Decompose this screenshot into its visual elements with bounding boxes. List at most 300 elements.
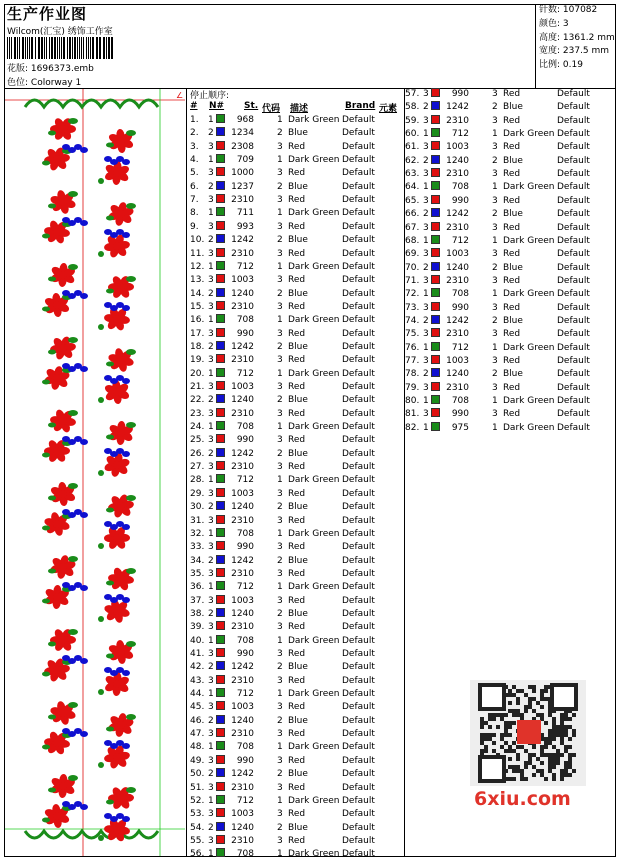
qr-module — [512, 777, 516, 781]
qr-module — [564, 733, 568, 737]
color-swatch — [216, 114, 225, 123]
barcode-bar — [90, 37, 91, 59]
row-description: Blue — [503, 102, 523, 113]
sequence-row — [190, 394, 402, 407]
qr-module — [508, 689, 512, 693]
qr-module — [568, 737, 572, 741]
row-needle: 2 — [208, 769, 214, 780]
row-code: 1 — [277, 115, 283, 125]
green-leaf — [106, 435, 114, 440]
row-stitches: 1000 — [231, 168, 254, 179]
row-needle: 2 — [423, 369, 429, 380]
row-brand: Default — [342, 649, 375, 659]
qr-module — [480, 721, 484, 725]
row-needle: 3 — [208, 168, 214, 179]
sequence-row — [190, 568, 402, 581]
row-brand: Default — [342, 595, 375, 606]
row-brand: Default — [342, 221, 375, 232]
sequence-row — [190, 234, 402, 247]
green-bud — [98, 543, 104, 549]
row-code: 3 — [277, 488, 283, 499]
qr-module — [500, 737, 504, 741]
row-needle: 2 — [423, 209, 429, 220]
row-needle: 3 — [423, 195, 429, 206]
row-brand: Default — [342, 555, 375, 566]
row-brand: Default — [342, 208, 375, 219]
row-needle: 3 — [208, 568, 214, 579]
qr-module — [508, 733, 512, 737]
qr-module — [500, 717, 504, 721]
qr-module — [544, 753, 548, 757]
row-description: Dark Green — [288, 849, 340, 860]
row-brand: Default — [557, 142, 590, 153]
red-flower-center — [113, 169, 121, 177]
red-flower-center — [117, 575, 125, 583]
row-stitches: 711 — [236, 208, 254, 219]
color-swatch — [216, 261, 225, 270]
row-needle: 2 — [208, 715, 214, 726]
row-description: Dark Green — [288, 795, 340, 806]
row-code: 1 — [277, 795, 283, 806]
row-code: 2 — [492, 315, 498, 326]
row-needle: 3 — [208, 835, 214, 846]
row-code: 1 — [277, 315, 283, 326]
qr-module — [496, 725, 500, 729]
row-code: 1 — [492, 235, 498, 246]
row-description: Red — [503, 115, 521, 126]
barcode-bar — [88, 37, 89, 59]
row-index: 32. — [190, 528, 205, 539]
design-width: 宽度: 237.5 mm — [539, 46, 610, 57]
qr-module — [512, 693, 516, 697]
row-description: Red — [288, 595, 306, 606]
sequence-row — [405, 368, 617, 381]
green-leaf — [42, 818, 50, 823]
row-brand: Default — [342, 288, 375, 299]
row-stitches: 1242 — [231, 555, 254, 566]
row-brand: Default — [342, 408, 375, 419]
row-needle: 3 — [208, 542, 214, 553]
row-index: 8. — [190, 208, 199, 219]
qr-module — [508, 765, 512, 769]
row-brand: Default — [557, 329, 590, 340]
color-swatch — [216, 461, 225, 470]
sequence-row — [190, 728, 402, 741]
green-bud — [98, 251, 104, 257]
sequence-row — [405, 288, 617, 301]
qr-module — [524, 709, 528, 713]
color-swatch — [431, 342, 440, 351]
color-swatch — [431, 302, 440, 311]
row-stitches: 2310 — [231, 729, 254, 740]
qr-module — [508, 701, 512, 705]
row-index: 25. — [190, 435, 205, 446]
row-description: Blue — [288, 235, 308, 246]
row-index: 15. — [190, 301, 205, 312]
row-description: Red — [288, 408, 306, 419]
row-description: Red — [503, 249, 521, 260]
sequence-row — [190, 835, 402, 848]
row-description: Blue — [288, 608, 308, 619]
row-stitches: 708 — [451, 182, 469, 193]
row-needle: 1 — [208, 528, 214, 539]
sequence-row — [405, 342, 617, 355]
qr-module — [512, 765, 516, 769]
row-needle: 3 — [208, 755, 214, 766]
row-stitches: 1003 — [446, 356, 469, 366]
row-stitches: 2310 — [231, 408, 254, 419]
color-swatch — [216, 248, 225, 257]
red-flower-center — [113, 242, 121, 250]
row-stitches: 708 — [236, 742, 254, 753]
row-index: 70. — [405, 262, 420, 273]
qr-module — [480, 725, 484, 729]
row-stitches: 990 — [451, 302, 469, 313]
row-code: 2 — [277, 181, 283, 192]
red-flower-center — [59, 271, 67, 279]
row-code: 3 — [277, 408, 283, 419]
color-swatch — [216, 688, 225, 697]
qr-module — [516, 765, 520, 769]
row-index: 22. — [190, 395, 205, 406]
green-leaf — [106, 508, 114, 513]
row-stitches: 2310 — [231, 622, 254, 633]
sequence-row — [190, 434, 402, 447]
col-header-brand: Brand — [345, 101, 376, 111]
row-description: Blue — [288, 341, 308, 352]
row-needle: 3 — [423, 302, 429, 313]
row-code: 3 — [492, 329, 498, 340]
qr-module — [552, 761, 556, 765]
green-leaf — [126, 641, 136, 647]
qr-module — [528, 685, 532, 689]
color-swatch — [431, 208, 440, 217]
color-swatch — [216, 595, 225, 604]
sequence-row — [405, 101, 617, 114]
qr-module — [552, 737, 556, 741]
row-description: Red — [503, 409, 521, 420]
row-index: 36. — [190, 582, 205, 593]
row-description: Red — [288, 542, 306, 553]
row-stitches: 990 — [451, 409, 469, 420]
qr-module — [484, 745, 488, 749]
blue-cluster — [122, 305, 130, 311]
green-leaf — [126, 714, 136, 720]
column-divider — [186, 88, 187, 857]
barcode-bar — [92, 37, 94, 59]
blue-cluster — [122, 670, 130, 676]
green-leaf — [68, 410, 78, 416]
row-index: 26. — [190, 448, 205, 459]
row-description: Red — [288, 141, 306, 152]
color-swatch — [431, 88, 440, 97]
qr-module — [512, 749, 516, 753]
qr-module — [572, 729, 576, 733]
qr-module — [548, 757, 552, 761]
blue-cluster — [80, 366, 88, 372]
row-needle: 1 — [208, 475, 214, 486]
row-needle: 2 — [208, 502, 214, 513]
row-code: 3 — [277, 675, 283, 686]
row-index: 50. — [190, 769, 205, 780]
row-description: Red — [288, 328, 306, 339]
sequence-row — [405, 355, 617, 368]
row-needle: 2 — [208, 235, 214, 246]
row-brand: Default — [342, 128, 375, 139]
color-swatch — [431, 168, 440, 177]
row-stitches: 1242 — [231, 341, 254, 352]
green-leaf — [126, 568, 136, 574]
qr-module — [572, 713, 576, 717]
row-index: 6. — [190, 181, 199, 192]
qr-module — [552, 753, 556, 757]
row-needle: 3 — [208, 435, 214, 446]
row-code: 2 — [277, 822, 283, 833]
qr-module — [560, 713, 564, 717]
sequence-row — [405, 395, 617, 408]
row-index: 42. — [190, 662, 205, 673]
row-brand: Default — [342, 608, 375, 619]
row-brand: Default — [342, 248, 375, 259]
row-needle: 3 — [208, 221, 214, 232]
qr-module — [556, 729, 560, 733]
row-brand: Default — [557, 155, 590, 166]
green-leaf — [126, 422, 136, 428]
row-stitches: 1003 — [231, 809, 254, 820]
row-code: 2 — [277, 769, 283, 780]
row-brand: Default — [342, 315, 375, 326]
row-description: Dark Green — [288, 635, 340, 646]
sequence-row — [405, 248, 617, 261]
row-description: Blue — [288, 822, 308, 833]
color-swatch — [216, 421, 225, 430]
sequence-row — [190, 501, 402, 514]
row-code: 2 — [277, 448, 283, 459]
row-stitches: 712 — [236, 795, 254, 806]
row-code: 1 — [492, 129, 498, 140]
row-stitches: 2310 — [446, 329, 469, 340]
row-brand: Default — [557, 129, 590, 140]
sequence-row — [405, 155, 617, 168]
qr-module — [556, 757, 560, 761]
sequence-row — [190, 581, 402, 594]
row-brand: Default — [342, 475, 375, 486]
row-index: 57. — [405, 89, 420, 99]
barcode-bar — [46, 37, 47, 59]
row-needle: 2 — [423, 155, 429, 166]
qr-module — [556, 725, 560, 729]
barcode-bar — [108, 37, 110, 59]
barcode-bar — [59, 37, 60, 59]
row-brand: Default — [342, 155, 375, 166]
row-brand: Default — [342, 368, 375, 379]
row-brand: Default — [342, 635, 375, 646]
row-brand: Default — [342, 355, 375, 366]
blue-cluster — [80, 439, 88, 445]
sequence-row — [190, 741, 402, 754]
row-code: 3 — [277, 782, 283, 793]
row-stitches: 2310 — [446, 275, 469, 286]
row-index: 39. — [190, 622, 205, 633]
color-swatch — [216, 835, 225, 844]
row-needle: 3 — [208, 355, 214, 366]
sequence-row — [190, 301, 402, 314]
row-description: Red — [288, 435, 306, 446]
green-leaf — [68, 118, 78, 124]
qr-finder — [552, 685, 576, 709]
sequence-row — [190, 795, 402, 808]
row-needle: 3 — [208, 141, 214, 152]
row-description: Red — [503, 169, 521, 180]
row-index: 54. — [190, 822, 205, 833]
row-code: 2 — [277, 395, 283, 406]
row-index: 81. — [405, 409, 420, 420]
green-leaf — [48, 277, 56, 282]
green-leaf — [68, 264, 78, 270]
row-needle: 2 — [208, 341, 214, 352]
qr-module — [480, 741, 484, 745]
barcode-bar — [38, 37, 40, 59]
red-flower-center — [53, 666, 61, 674]
row-code: 1 — [492, 289, 498, 300]
sequence-row — [190, 848, 402, 861]
sequence-row — [405, 422, 617, 435]
row-description: Dark Green — [503, 235, 555, 246]
qr-module — [552, 721, 556, 725]
qr-module — [520, 769, 524, 773]
qr-module — [540, 689, 544, 693]
pattern-info — [7, 61, 94, 74]
row-code: 3 — [277, 755, 283, 766]
row-description: Dark Green — [288, 208, 340, 219]
qr-module — [560, 753, 564, 757]
row-needle: 1 — [208, 849, 214, 860]
blue-cluster — [122, 597, 130, 603]
qr-module — [488, 713, 492, 717]
row-index: 75. — [405, 329, 420, 340]
qr-module — [564, 761, 568, 765]
row-stitches: 2310 — [231, 462, 254, 473]
blue-cluster — [80, 220, 88, 226]
red-flower-center — [59, 417, 67, 425]
color-swatch — [431, 262, 440, 271]
color-swatch — [431, 408, 440, 417]
col-header-stitches: St. — [244, 101, 259, 111]
row-needle: 3 — [423, 409, 429, 420]
pattern-value: 1696373.emb — [30, 64, 94, 74]
qr-module — [516, 701, 520, 705]
qr-module — [568, 725, 572, 729]
red-flower-center — [117, 210, 125, 218]
row-description: Red — [288, 355, 306, 366]
row-stitches: 990 — [451, 89, 469, 99]
row-needle: 3 — [423, 142, 429, 153]
barcode-bar — [79, 37, 80, 59]
barcode-bar — [103, 37, 105, 59]
row-needle: 1 — [423, 235, 429, 246]
row-needle: 3 — [208, 782, 214, 793]
qr-module — [548, 737, 552, 741]
qr-module — [540, 693, 544, 697]
green-leaf — [42, 234, 50, 239]
barcode-bar — [74, 37, 76, 59]
qr-module — [488, 737, 492, 741]
row-index: 29. — [190, 488, 205, 499]
row-stitches: 708 — [236, 528, 254, 539]
sequence-row — [190, 488, 402, 501]
qr-module — [528, 697, 532, 701]
row-description: Red — [288, 382, 306, 392]
color-swatch — [216, 474, 225, 483]
row-description: Blue — [503, 262, 523, 273]
col-header-element: 元素 — [379, 104, 398, 114]
row-code: 2 — [277, 288, 283, 299]
row-index: 62. — [405, 155, 420, 166]
row-description: Red — [288, 568, 306, 579]
sequence-row — [190, 474, 402, 487]
row-needle: 3 — [208, 729, 214, 740]
blue-cluster — [80, 804, 88, 810]
row-index: 66. — [405, 209, 420, 220]
color-swatch — [431, 288, 440, 297]
row-code: 2 — [277, 502, 283, 513]
green-bud — [98, 616, 104, 622]
sequence-row — [405, 315, 617, 328]
marker-l: ∠ — [176, 91, 184, 100]
row-needle: 2 — [208, 662, 214, 673]
row-brand: Default — [342, 742, 375, 753]
green-leaf — [106, 362, 114, 367]
row-index: 49. — [190, 755, 205, 766]
green-leaf — [42, 380, 50, 385]
color-swatch — [216, 194, 225, 203]
red-flower-center — [53, 593, 61, 601]
row-stitches: 990 — [236, 542, 254, 553]
row-description: Red — [288, 755, 306, 766]
embroidery-design-preview — [5, 89, 185, 856]
row-index: 76. — [405, 342, 420, 353]
row-description: Blue — [288, 555, 308, 566]
row-index: 21. — [190, 382, 205, 392]
row-stitches: 2310 — [231, 675, 254, 686]
sequence-row — [190, 675, 402, 688]
qr-module — [524, 693, 528, 697]
row-description: Red — [288, 675, 306, 686]
qr-module — [536, 757, 540, 761]
row-stitches: 708 — [236, 422, 254, 433]
sequence-row — [190, 368, 402, 381]
row-index: 74. — [405, 315, 420, 326]
row-description: Dark Green — [503, 342, 555, 353]
row-needle: 1 — [423, 182, 429, 193]
row-code: 3 — [277, 515, 283, 526]
row-code: 3 — [492, 142, 498, 153]
sequence-row — [190, 127, 402, 140]
row-stitches: 1240 — [231, 715, 254, 726]
green-leaf — [68, 629, 78, 635]
red-flower-center — [113, 826, 121, 834]
barcode-bar — [57, 37, 58, 59]
barcode-bar — [96, 37, 98, 59]
color-swatch — [431, 181, 440, 190]
row-index: 80. — [405, 396, 420, 407]
row-stitches: 1240 — [446, 155, 469, 166]
qr-module — [528, 761, 532, 765]
row-index: 55. — [190, 835, 205, 846]
qr-module — [508, 725, 512, 729]
col-header-needle: N# — [209, 101, 225, 111]
qr-module — [568, 745, 572, 749]
